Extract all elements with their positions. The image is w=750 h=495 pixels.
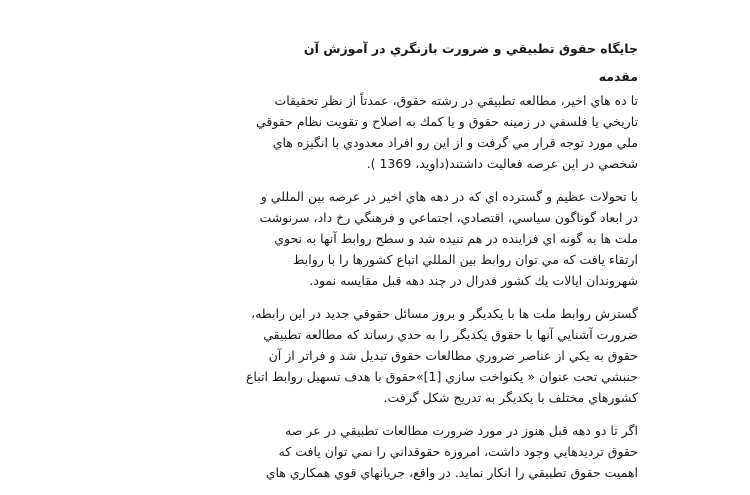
paragraph: اگر تا دو دهه قبل هنوز در مورد ضرورت مطالعات تطبيقي در عر صه حقوق ترديدهايي وجود داشت، امروزه حقوقداني را نمي توان يافت كه اهميت حقوق تطبيقي را انكار نمايد. در واقع، جريانهاي قوي همكاري هاي	[265, 423, 638, 480]
document-title: جايگاه حقوق تطبيقي و ضرورت بازنگري در آموزش آن	[303, 41, 638, 56]
paragraph: تا ده هاي اخير، مطالعه تطبيقي در رشته حقوق، عمدتاً از نظر تحقيقات تاريخي يا فلسفي در زمينه حقوق و يا كمك به اصلاح و تقويت نظام حقوقي ملي مورد توجه قرار مي گرفت و از اين رو افراد معدودي با انگيزه هاي شخصي در اين عرصه فعاليت داشتند(داويد، 1369 ).	[255, 93, 638, 171]
document-body	[90, 40, 638, 495]
section-heading: مقدمه	[598, 69, 638, 84]
paragraph: با تحولات عظيم و گسترده اي كه در دهه هاي اخير در عرصه بين المللي و در ابعاد گوناگون سياسي، اقتصادي، اجتماعي و فرهنگي رخ داد، سرنوشت ملت ها به گونه اي فزاينده در هم تنيده شد و سطح روابط آنها به نحوي ارتقاء يافت كه مي توان روابط بين المللي اتباع كشورها را با روابط شهروندان ايالات يك كشور فدرال در چند دهه قبل مقايسه نمود.	[259, 189, 638, 288]
paragraph: گسترش روابط ملت ها با يكديگر و بروز مسائل حقوقي جديد در اين رابطه، ضرورت آشنايي آنها با حقوق يكديگر را به حدي رساند كه مطالعه تطبيقي حقوق به يكي از عناصر ضروري مطالعات حقوق تبديل شد و فراتر از آن جنبشي تحت عنوان « يكنواخت سازي [1]»حقوق با هدف تسهيل روابط اتباع كشورهاي مختلف با يكديگر به تدريج شكل گرفت.	[245, 306, 638, 405]
